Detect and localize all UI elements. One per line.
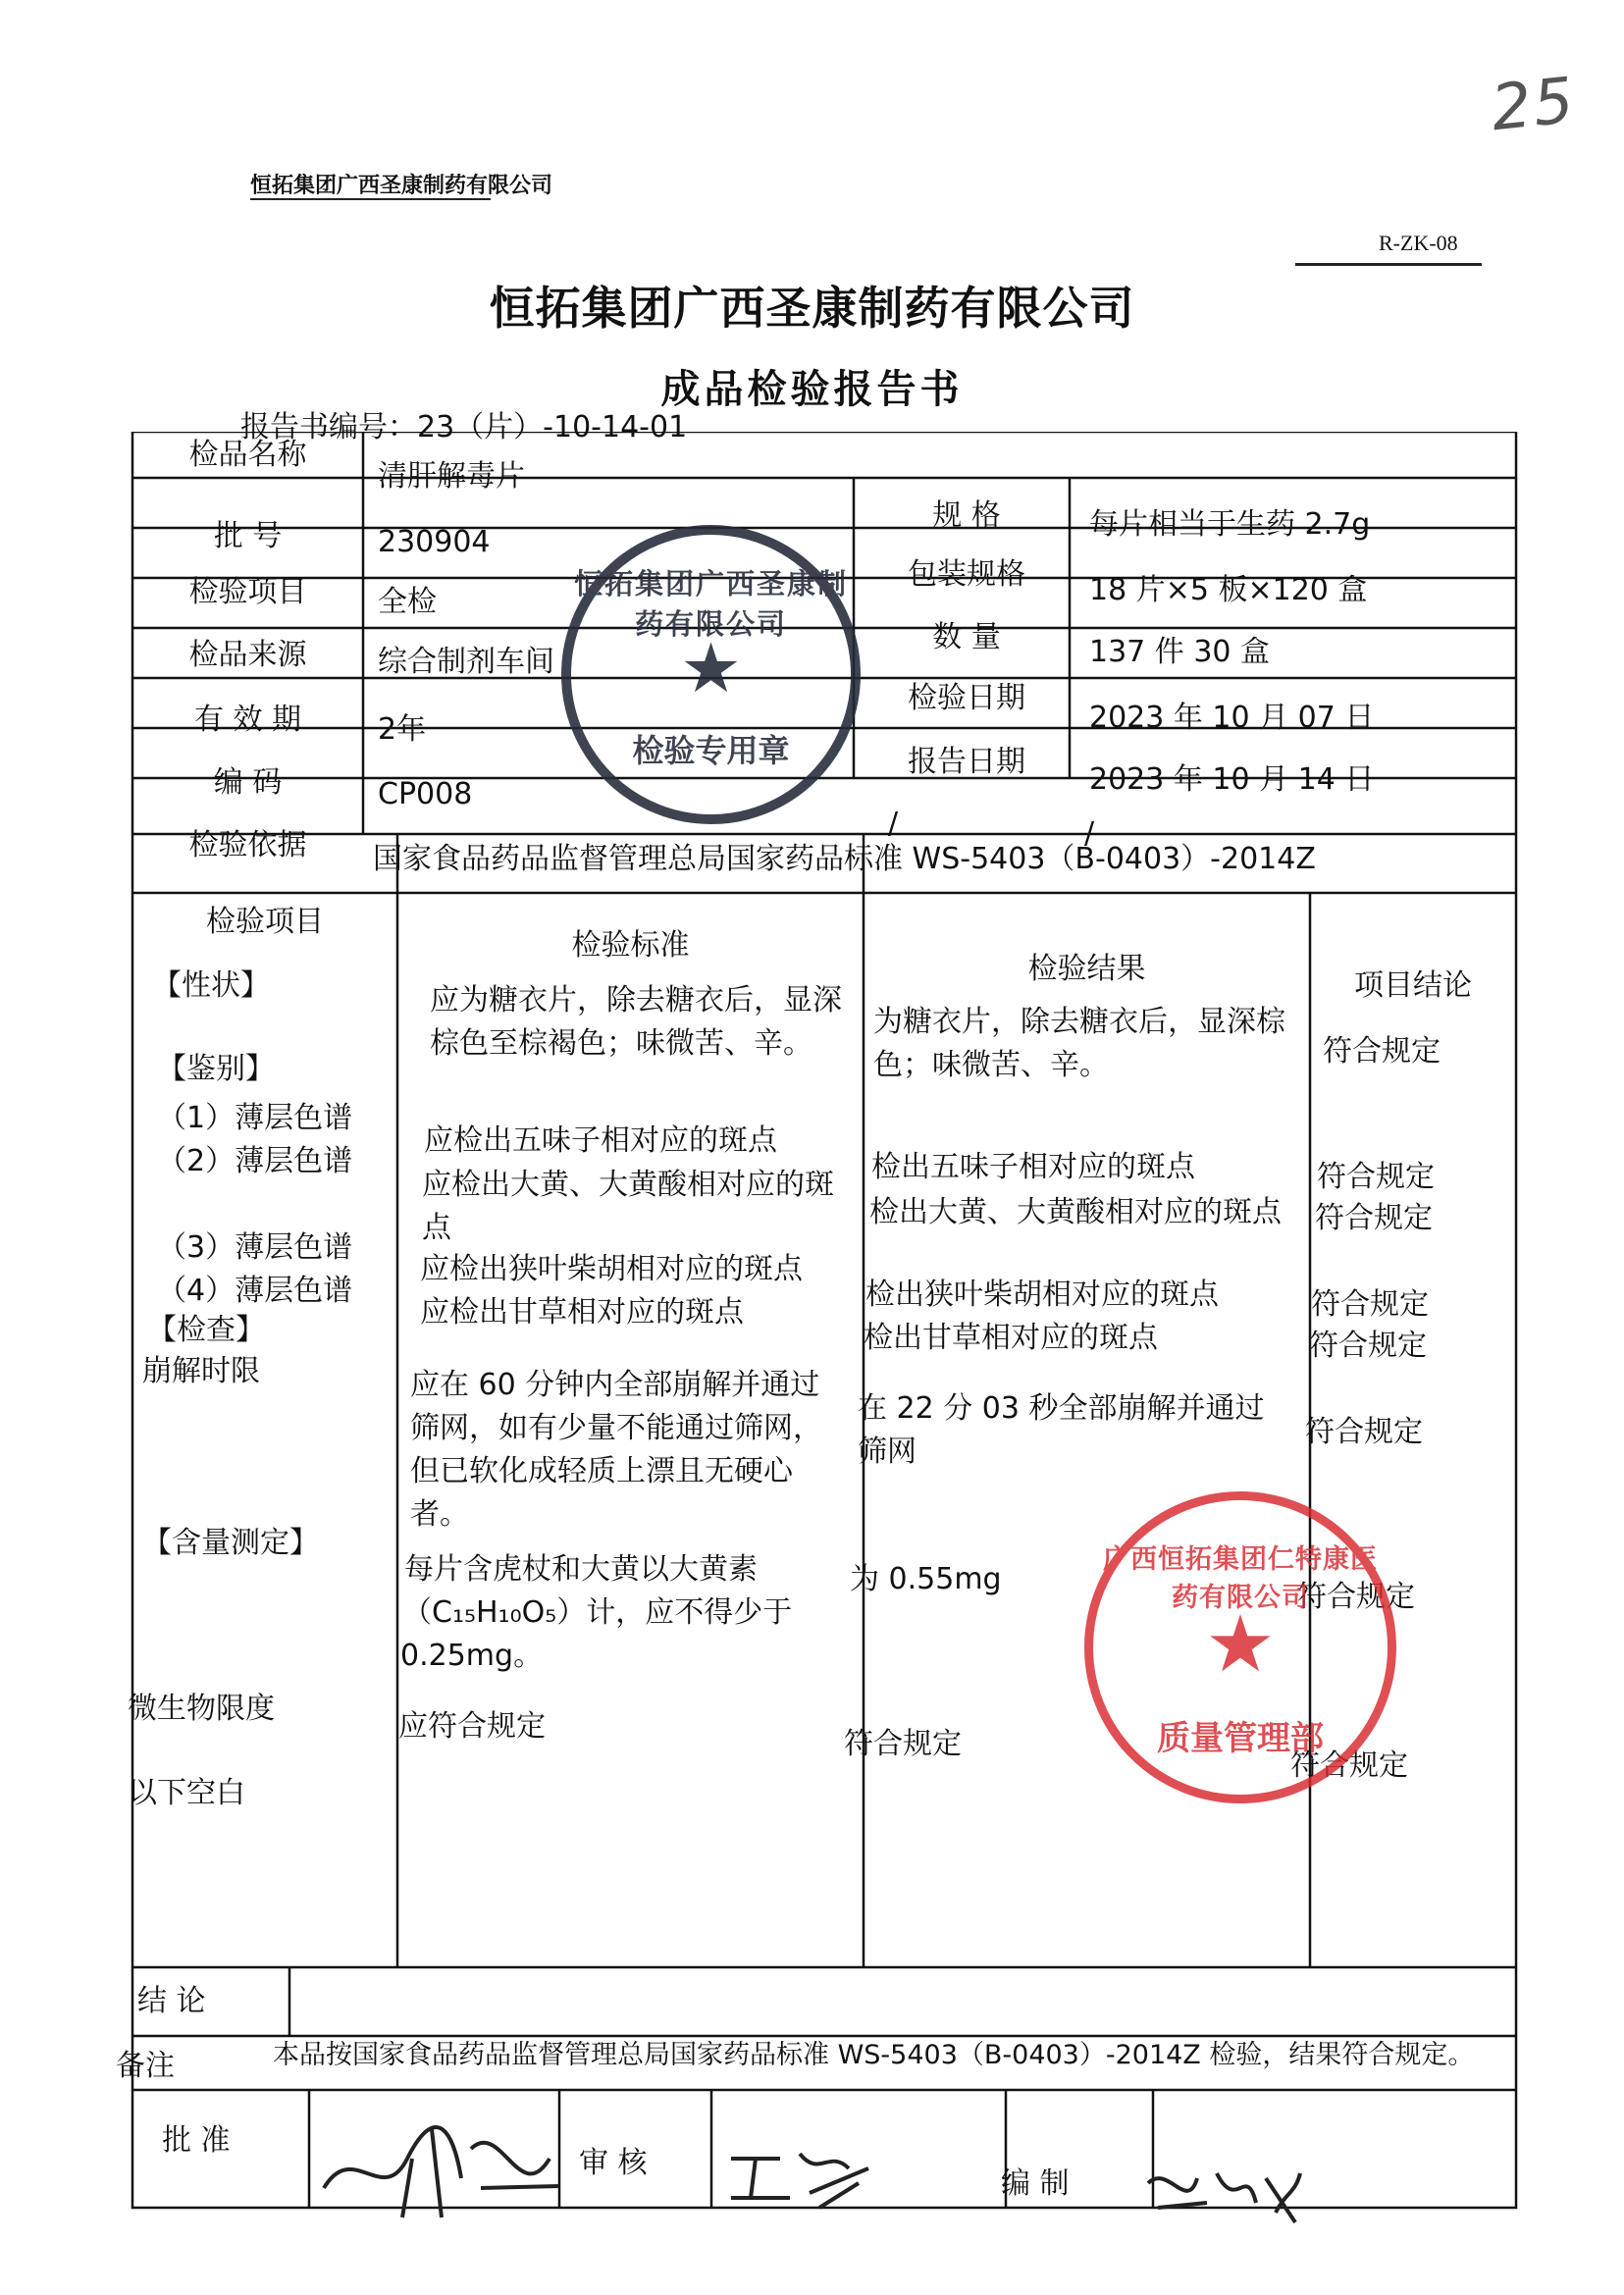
conclusion-tlc-1: 符合规定 bbox=[1317, 1160, 1435, 1194]
item-tlc-3: （3）薄层色谱 bbox=[157, 1230, 353, 1265]
header-underline bbox=[250, 198, 491, 200]
standard-tlc-4: 应检出甘草相对应的斑点 bbox=[420, 1295, 744, 1330]
batch-label: 批 号 bbox=[213, 519, 283, 553]
qa-seal-ring-text: 广西恒拓集团仁特康医药有限公司 bbox=[1103, 1544, 1378, 1613]
col-header-conclusion: 项目结论 bbox=[1354, 968, 1472, 1003]
conclusion-assay: 符合规定 bbox=[1297, 1580, 1415, 1614]
form-code: R-ZK-08 bbox=[1379, 231, 1458, 255]
compiler-signature bbox=[1138, 2154, 1305, 2232]
review-label: 审 核 bbox=[579, 2146, 648, 2180]
report-number-value: 23（片）-10-14-01 bbox=[417, 410, 688, 444]
company-header-small: 恒拓集团广西圣康制药有限公司 bbox=[250, 174, 553, 198]
result-disintegration: 在 22 分 03 秒全部崩解并通过筛网 bbox=[858, 1391, 1265, 1469]
result-traits: 为糖衣片，除去糖衣后，显深棕色；味微苦、辛。 bbox=[873, 1005, 1285, 1082]
item-tlc-4: （4）薄层色谱 bbox=[157, 1274, 353, 1308]
item-traits: 【性状】 bbox=[152, 968, 270, 1003]
test-basis: 国家食品药品监督管理总局国家药品标准 WS-5403（B-0403）-2014Z bbox=[373, 842, 1316, 876]
standard-tlc-1: 应检出五味子相对应的斑点 bbox=[424, 1123, 777, 1158]
item-assay: 【含量测定】 bbox=[142, 1526, 319, 1560]
standard-assay-line2: （C₁₅H₁₀O₅）计，应不得少于 bbox=[402, 1595, 793, 1630]
inspection-seal bbox=[561, 525, 861, 824]
conclusion-microbial: 符合规定 bbox=[1290, 1748, 1408, 1783]
product-source: 综合制剂车间 bbox=[378, 645, 554, 679]
item-disintegration: 崩解时限 bbox=[142, 1354, 260, 1388]
reviewer-signature bbox=[721, 2139, 878, 2217]
conclusion-traits: 符合规定 bbox=[1323, 1034, 1441, 1069]
product-name: 清肝解毒片 bbox=[378, 459, 525, 494]
standard-traits: 应为糖衣片，除去糖衣后，显深棕色至棕褐色；味微苦、辛。 bbox=[430, 983, 842, 1061]
final-conclusion-text: 本品按国家食品药品监督管理总局国家药品标准 WS-5403（B-0403）-2014Z 检验，结果符合规定。 bbox=[273, 2040, 1475, 2070]
standard-tlc-3: 应检出狭叶柴胡相对应的斑点 bbox=[420, 1252, 803, 1286]
item-tlc-1: （1）薄层色谱 bbox=[157, 1101, 353, 1135]
star-icon: ★ bbox=[680, 628, 742, 708]
spec-value: 每片相当于生药 2.7g bbox=[1089, 507, 1371, 542]
result-tlc-4: 检出甘草相对应的斑点 bbox=[864, 1321, 1158, 1355]
compile-label: 编 制 bbox=[1001, 2166, 1070, 2201]
conclusion-disintegration: 符合规定 bbox=[1305, 1415, 1423, 1449]
company-title: 恒拓集团广西圣康制药有限公司 bbox=[489, 282, 1135, 335]
result-assay: 为 0.55mg bbox=[850, 1562, 1002, 1596]
item-check: 【检查】 bbox=[147, 1313, 265, 1347]
qty-value: 137 件 30 盒 bbox=[1089, 635, 1271, 669]
report-date: 2023 年 10 月 14 日 bbox=[1089, 762, 1375, 797]
conclusion-tlc-2: 符合规定 bbox=[1315, 1201, 1433, 1235]
col-header-item: 检验项目 bbox=[206, 905, 324, 939]
item-identify: 【鉴别】 bbox=[157, 1052, 275, 1086]
handwritten-page-note: 25 bbox=[1488, 64, 1580, 146]
approve-label: 批 准 bbox=[162, 2123, 231, 2158]
approver-signature bbox=[314, 2100, 569, 2237]
result-tlc-1: 检出五味子相对应的斑点 bbox=[871, 1150, 1195, 1184]
spec-label: 规 格 bbox=[932, 498, 1001, 533]
item-microbial: 微生物限度 bbox=[128, 1692, 275, 1726]
inspection-seal-ring-text: 恒拓集团广西圣康制药有限公司 bbox=[573, 567, 848, 641]
report-date-label: 报告日期 bbox=[908, 745, 1025, 779]
standard-microbial: 应符合规定 bbox=[398, 1709, 546, 1744]
form-code-underline bbox=[1295, 263, 1482, 266]
red-star-icon: ★ bbox=[1205, 1598, 1276, 1690]
code-label: 编 码 bbox=[213, 765, 283, 800]
col-header-gap bbox=[1310, 834, 1516, 893]
pack-value: 18 片×5 板×120 盒 bbox=[1089, 573, 1368, 607]
standard-disintegration: 应在 60 分钟内全部崩解并通过筛网，如有少量不能通过筛网，但已软化成轻质上漂且无硬心者。 bbox=[410, 1368, 822, 1532]
report-number-label: 报告书编号： bbox=[240, 410, 417, 444]
standard-assay-line3: 0.25mg。 bbox=[400, 1639, 544, 1673]
final-conclusion-label: 结 论 bbox=[137, 1984, 206, 2018]
result-tlc-3: 检出狭叶柴胡相对应的斑点 bbox=[865, 1278, 1219, 1312]
result-tlc-2: 检出大黄、大黄酸相对应的斑点 bbox=[869, 1195, 1282, 1229]
source-label: 检品来源 bbox=[188, 638, 307, 672]
test-date: 2023 年 10 月 07 日 bbox=[1089, 701, 1375, 735]
result-microbial: 符合规定 bbox=[844, 1727, 962, 1761]
empty-cell-slash-2: / bbox=[1084, 816, 1095, 851]
col-header-result: 检验结果 bbox=[1027, 952, 1146, 986]
validity-label: 有 效 期 bbox=[193, 703, 302, 737]
item-label: 检验项目 bbox=[188, 575, 307, 609]
test-scope: 全检 bbox=[378, 585, 437, 619]
test-date-label: 检验日期 bbox=[908, 681, 1025, 715]
batch-number: 230904 bbox=[378, 525, 491, 559]
remark-label: 备注 bbox=[116, 2049, 175, 2083]
item-blank: 以下空白 bbox=[128, 1776, 245, 1810]
pack-label: 包装规格 bbox=[908, 557, 1025, 592]
standard-tlc-2: 应检出大黄、大黄酸相对应的斑点 bbox=[422, 1168, 834, 1245]
product-code: CP008 bbox=[378, 777, 473, 811]
empty-cell-slash-1: / bbox=[888, 807, 899, 841]
qty-label: 数 量 bbox=[932, 620, 1001, 654]
col-header-standard: 检验标准 bbox=[571, 928, 690, 963]
validity-period: 2年 bbox=[378, 712, 427, 747]
inspection-seal-center-text: 检验专用章 bbox=[632, 732, 790, 769]
item-tlc-2: （2）薄层色谱 bbox=[157, 1144, 353, 1178]
qa-seal-center-text: 质量管理部 bbox=[1157, 1719, 1324, 1758]
name-label: 检品名称 bbox=[188, 438, 307, 472]
standard-assay-line1: 每片含虎杖和大黄以大黄素 bbox=[404, 1552, 758, 1587]
qa-department-seal bbox=[1084, 1491, 1396, 1803]
conclusion-tlc-4: 符合规定 bbox=[1309, 1329, 1427, 1363]
report-title: 成品检验报告书 bbox=[660, 367, 964, 412]
conclusion-tlc-3: 符合规定 bbox=[1311, 1287, 1429, 1322]
basis-label: 检验依据 bbox=[188, 828, 307, 862]
